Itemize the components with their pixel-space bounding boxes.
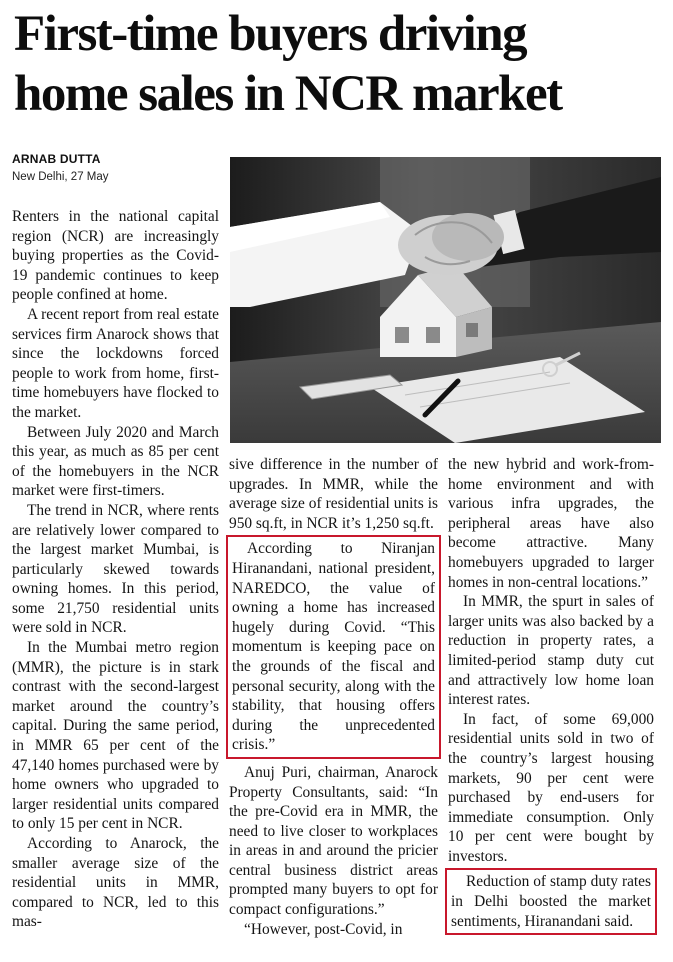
article-column-2 xyxy=(229,455,438,939)
highlighted-quote-box xyxy=(226,535,441,759)
article-column-3 xyxy=(448,455,654,939)
handshake-house-illustration xyxy=(230,157,661,443)
paragraph: sive difference in the number of upgrades. In MMR, while the average size of residential units is 950 sq.ft, in NCR it’s 1,250 sq.ft. xyxy=(229,456,438,532)
paragraph: In the Mumbai metro region (MMR), the picture is in stark contrast with the second-largest market around the country’s capital. During the same period, in MMR 65 per cent of the 47,140 homes purchased were by home owners who upgraded to larger residential units compared to only 15 per cent in NCR. xyxy=(12,639,219,833)
author-byline: ARNAB DUTTA xyxy=(12,152,101,166)
paragraph: In fact, of some 69,000 residential units sold in two of the country’s largest housing markets, 90 per cent were purchased by end-users for immediate consumption. Only 10 per cent were bought by investors. xyxy=(448,710,654,865)
article-column-1 xyxy=(12,207,219,932)
paragraph: Renters in the national capital region (NCR) are increasingly buying properties as the Covid-19 pandemic continues to keep people confined at home. xyxy=(12,208,219,304)
headline-line-2: home sales in NCR market xyxy=(14,66,562,122)
quote-paragraph: According to Niranjan Hiranandani, national president, NAREDCO, the value of owning a home has increased hugely during Covid. “This momentum is keeping pace on the grounds of the fiscal and personal security, along with the stability, that housing offers during the unprecedented crisis.” xyxy=(232,540,435,754)
paragraph: Anuj Puri, chairman, Anarock Property Consultants, said: “In the pre-Covid era in MMR, the need to live closer to workplaces in areas in and around the pricier central business district areas prompted many buyers to opt for compact configurations.” xyxy=(229,763,438,919)
dateline: New Delhi, 27 May xyxy=(12,171,109,183)
paragraph: In MMR, the spurt in sales of larger units was also backed by a reduction in property rates, a limited-period stamp duty cut and attractively low home loan interest rates. xyxy=(448,593,654,709)
highlighted-quote-box xyxy=(445,868,657,935)
quote-paragraph: Reduction of stamp duty rates in Delhi boosted the market sentiments, Hiranandani said. xyxy=(451,873,651,930)
paragraph: The trend in NCR, where rents are relatively lower compared to the largest market Mumbai, is particularly skewed towards owning homes. In this period, some 21,750 residential units were sold in NCR. xyxy=(12,501,219,637)
headline-line-1: First-time buyers driving xyxy=(14,6,527,62)
paragraph: According to Anarock, the smaller average size of the residential units in MMR, compared to NCR, led to this mas- xyxy=(12,835,219,931)
paragraph: A recent report from real estate services firm Anarock shows that since the lockdowns forced people to work from home, first-time homebuyers have flocked to the market. xyxy=(12,305,219,421)
headline xyxy=(14,4,666,124)
paragraph: Between July 2020 and March this year, as much as 85 per cent of the homebuyers in the NCR market were first-timers. xyxy=(12,423,219,500)
paragraph: the new hybrid and work-from-home environment and with various infra upgrades, the peripheral areas have also become attractive. Many homebuyers upgraded to larger homes in non-central locations.” xyxy=(448,456,654,591)
paragraph: “However, post-Covid, in xyxy=(244,920,403,938)
handshake-photo xyxy=(230,157,661,443)
